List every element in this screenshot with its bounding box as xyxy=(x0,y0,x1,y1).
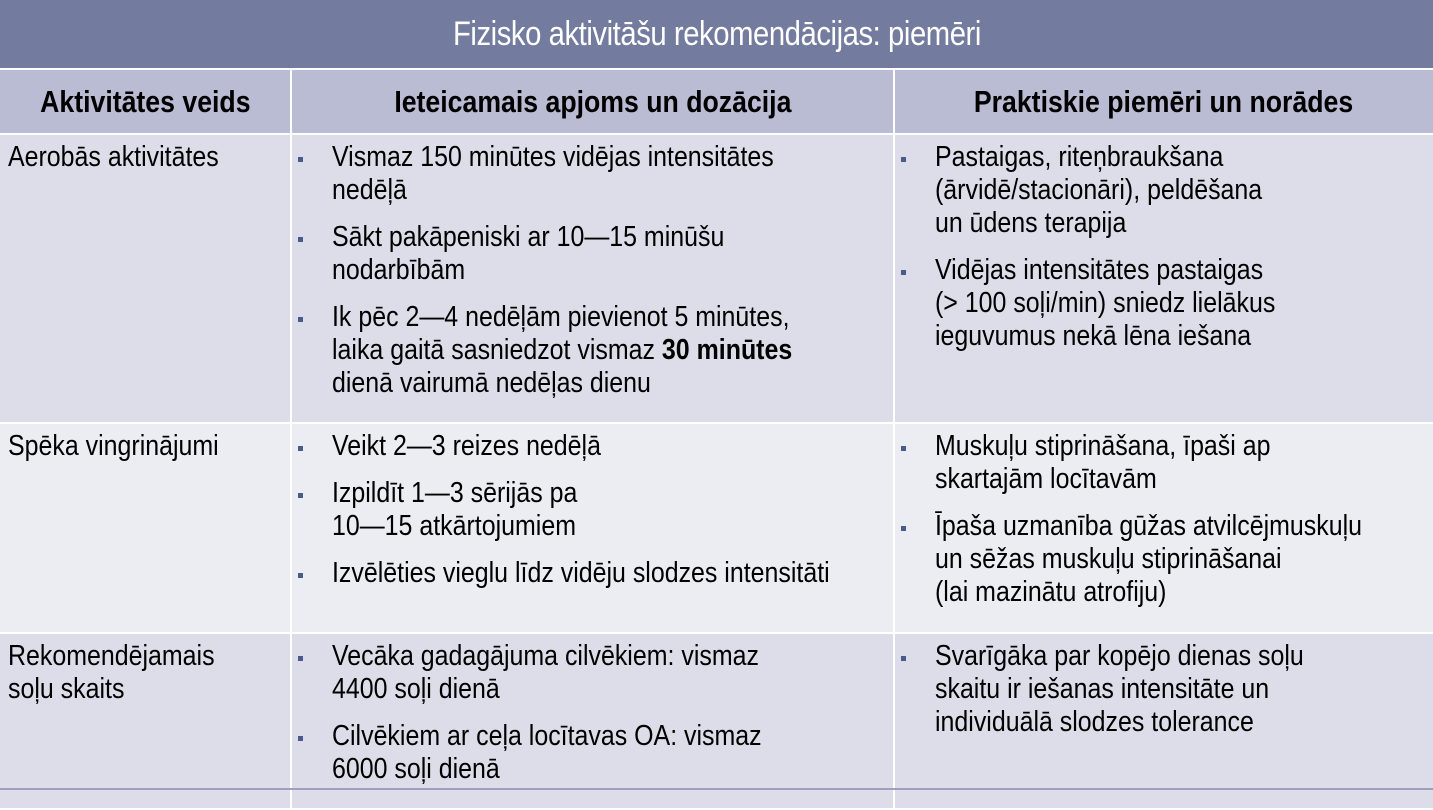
text-line: Veikt 2—3 reizes nedēļā xyxy=(332,430,601,462)
header-examples-label: Praktiskie piemēri un norādes xyxy=(974,83,1354,119)
list-item xyxy=(895,141,1433,240)
bullet-icon xyxy=(298,656,303,661)
examples-cell xyxy=(894,423,1433,633)
dosage-list xyxy=(292,640,893,786)
list-item-text xyxy=(332,477,577,543)
list-item xyxy=(895,640,1433,739)
dosage-cell xyxy=(291,633,894,809)
header-activity-type xyxy=(0,69,291,134)
list-item-text xyxy=(935,254,1275,353)
bullet-icon xyxy=(901,446,906,451)
bullet-icon xyxy=(901,656,906,661)
bullet-icon xyxy=(298,237,303,242)
list-item xyxy=(292,557,893,590)
text-line: skartajām locītavām xyxy=(935,463,1157,495)
list-item-text xyxy=(332,640,759,706)
list-item xyxy=(895,510,1433,609)
header-activity-type-label: Aktivitātes veids xyxy=(39,83,251,119)
list-item xyxy=(292,430,893,463)
text-line: (lai mazinātu atrofiju) xyxy=(935,576,1167,608)
dosage-list xyxy=(292,141,893,400)
text-line: individuālā slodzes tolerance xyxy=(935,706,1254,738)
text-line: ieguvumus nekā lēna iešana xyxy=(935,320,1252,352)
examples-list xyxy=(895,141,1433,353)
examples-cell xyxy=(894,134,1433,423)
text-line: Īpaša uzmanība gūžas atvilcējmuskuļu xyxy=(935,510,1362,542)
activity-type-label: Spēka vingrinājumi xyxy=(8,430,219,462)
bullet-icon xyxy=(901,526,906,531)
list-item-text xyxy=(332,221,724,287)
header-dosage-label: Ieteicamais apjoms un dozācija xyxy=(393,83,792,119)
activity-type-label: Aerobās aktivitātes xyxy=(8,141,219,173)
header-dosage xyxy=(291,69,894,134)
table-title: Fizisko aktivitāšu rekomendācijas: piemēri xyxy=(452,14,981,53)
dosage-cell xyxy=(291,423,894,633)
table-row xyxy=(0,423,1433,633)
text-line: nodarbībām xyxy=(332,254,466,286)
bullet-icon xyxy=(298,573,303,578)
table-row xyxy=(0,633,1433,809)
activity-type-cell xyxy=(0,423,291,633)
text-line: Cilvēkiem ar ceļa locītavas OA: vismaz xyxy=(332,720,762,752)
dosage-cell xyxy=(291,134,894,423)
list-item-text xyxy=(935,640,1304,739)
text-line: Ik pēc 2—4 nedēļām pievienot 5 minūtes, xyxy=(332,301,790,333)
list-item-text xyxy=(935,430,1270,496)
examples-list xyxy=(895,640,1433,739)
list-item xyxy=(292,640,893,706)
bullet-icon xyxy=(298,157,303,162)
text-line: un ūdens terapija xyxy=(935,207,1127,239)
text-line: Muskuļu stiprināšana, īpaši ap xyxy=(935,430,1271,462)
text-line: 6000 soļi dienā xyxy=(332,753,500,785)
text-line: un sēžas muskuļu stiprināšanai xyxy=(935,543,1282,575)
activity-type-cell xyxy=(0,633,291,809)
text-line: Vidējas intensitātes pastaigas xyxy=(935,254,1264,286)
text-line: Izpildīt 1—3 sērijās pa xyxy=(332,477,578,509)
text-line: Sākt pakāpeniski ar 10—15 minūšu xyxy=(332,221,725,253)
header-examples xyxy=(894,69,1433,134)
bullet-icon xyxy=(901,157,906,162)
activity-type-label xyxy=(8,640,215,706)
text-line: (> 100 soļi/min) sniedz lielākus xyxy=(935,287,1276,319)
list-item xyxy=(292,221,893,287)
list-item-text xyxy=(332,141,774,207)
text-line: (ārvidē/stacionāri), peldēšana xyxy=(935,174,1263,206)
text-line: Pastaigas, riteņbraukšana xyxy=(935,141,1224,173)
list-item-text xyxy=(935,510,1362,609)
bullet-icon xyxy=(298,736,303,741)
examples-list xyxy=(895,430,1433,609)
table-row xyxy=(0,134,1433,423)
list-item xyxy=(292,301,893,400)
list-item xyxy=(292,720,893,786)
text-line: skaitu ir iešanas intensitāte un xyxy=(935,673,1270,705)
table-bottom-border xyxy=(0,788,1433,790)
text-line: Rekomendējamais xyxy=(8,640,215,672)
bullet-icon xyxy=(901,270,906,275)
text-line: Vecāka gadagājuma cilvēkiem: vismaz xyxy=(332,640,759,672)
activity-type-cell xyxy=(0,134,291,423)
list-item-text xyxy=(935,141,1262,240)
bullet-icon xyxy=(298,317,303,322)
list-item xyxy=(895,430,1433,496)
dosage-list xyxy=(292,430,893,590)
text-fragment: laika gaitā sasniedzot vismaz xyxy=(332,334,662,366)
list-item-text xyxy=(332,430,601,463)
text-line xyxy=(332,334,792,367)
text-line: nedēļā xyxy=(332,174,407,206)
bullet-icon xyxy=(298,446,303,451)
text-line: Svarīgāka par kopējo dienas soļu xyxy=(935,640,1304,672)
list-item-text xyxy=(332,720,762,786)
list-item-text xyxy=(332,301,792,400)
list-item xyxy=(292,141,893,207)
bold-emphasis: 30 minūtes xyxy=(661,334,793,366)
title-row xyxy=(0,0,1433,69)
list-item xyxy=(895,254,1433,353)
text-line: Izvēlēties vieglu līdz vidēju slodzes intensitāti xyxy=(332,557,830,589)
examples-cell xyxy=(894,633,1433,809)
table-title-cell xyxy=(0,0,1433,69)
text-line: dienā vairumā nedēļas dienu xyxy=(332,367,651,399)
text-line: Vismaz 150 minūtes vidējas intensitātes xyxy=(332,141,774,173)
header-row xyxy=(0,69,1433,134)
text-line: 4400 soļi dienā xyxy=(332,673,500,705)
list-item-text xyxy=(332,557,830,590)
bullet-icon xyxy=(298,493,303,498)
text-line: soļu skaits xyxy=(8,673,125,705)
text-line: 10—15 atkārtojumiem xyxy=(332,510,576,542)
list-item xyxy=(292,477,893,543)
